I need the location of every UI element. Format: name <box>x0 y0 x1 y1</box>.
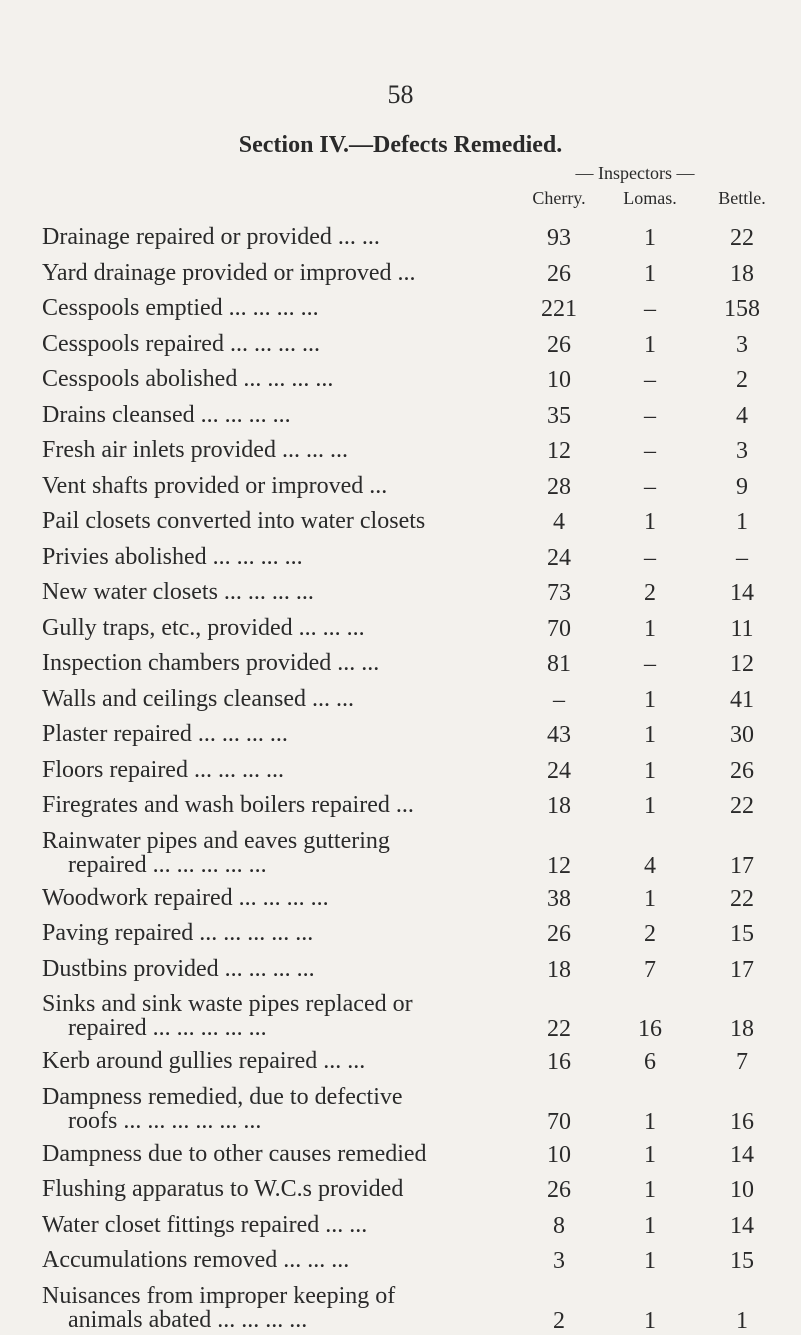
value-bettle: 30 <box>730 722 754 748</box>
value-bettle: 3 <box>736 438 748 464</box>
row-label-text: Inspection chambers provided ... ... <box>42 650 380 676</box>
value-bettle: 14 <box>730 1212 754 1239</box>
value-bettle: 15 <box>730 921 754 947</box>
row-label-text: Cesspools repaired ... ... ... ... <box>42 330 320 357</box>
value-cherry: 70 <box>547 615 571 642</box>
row-label-text: Dampness due to other causes remedied <box>42 1140 427 1167</box>
row-label-text: Fresh air inlets provided ... ... ... <box>42 437 348 463</box>
row-label <box>42 793 562 817</box>
row-label-text: Yard drainage provided or improved ... <box>42 259 416 286</box>
row-label <box>42 1284 562 1332</box>
row-label-text: New water closets ... ... ... ... <box>42 579 314 605</box>
value-bettle: 158 <box>724 296 760 322</box>
row-label-text: Nuisances from improper keeping of <box>42 1282 396 1309</box>
row-label-text: Drainage repaired or provided ... ... <box>42 224 380 250</box>
row-label-text: Privies abolished ... ... ... ... <box>42 543 303 570</box>
row-label-text: Vent shafts provided or improved ... <box>42 472 388 499</box>
value-cherry: 10 <box>547 1141 571 1168</box>
value-lomas: 1 <box>644 509 656 535</box>
row-label-text: Dustbins provided ... ... ... ... <box>42 955 315 982</box>
value-bettle: 17 <box>730 852 754 879</box>
row-label <box>42 616 562 640</box>
value-cherry: 24 <box>547 757 571 784</box>
value-bettle: 1 <box>736 509 748 535</box>
value-cherry: 43 <box>547 722 571 748</box>
value-lomas: 1 <box>644 1248 656 1274</box>
row-label <box>42 438 562 462</box>
value-bettle: 15 <box>730 1248 754 1274</box>
row-label <box>42 1248 562 1272</box>
row-label-text: Drains cleansed ... ... ... ... <box>42 401 291 428</box>
row-label <box>42 1085 562 1133</box>
row-label <box>42 886 562 910</box>
value-bettle: 22 <box>730 793 754 819</box>
value-bettle: 7 <box>736 1049 748 1075</box>
value-lomas: – <box>644 367 656 393</box>
value-bettle: 18 <box>730 260 754 287</box>
value-lomas: 2 <box>644 580 656 606</box>
row-label <box>42 957 562 981</box>
row-label-text: Plaster repaired ... ... ... ... <box>42 721 288 747</box>
value-lomas: 1 <box>644 615 656 642</box>
value-cherry: 26 <box>547 331 571 358</box>
value-lomas: 1 <box>644 686 656 713</box>
value-cherry: 70 <box>547 1108 571 1135</box>
row-label-text: Rainwater pipes and eaves guttering <box>42 827 390 854</box>
column-header-lomas: Lomas. <box>623 188 677 208</box>
value-cherry: 12 <box>547 438 571 464</box>
row-label-text: Cesspools emptied ... ... ... ... <box>42 295 319 321</box>
value-cherry: 22 <box>547 1016 571 1042</box>
value-lomas: 7 <box>644 956 656 983</box>
row-label <box>42 261 562 285</box>
value-lomas: – <box>644 296 656 322</box>
row-label <box>42 1142 562 1166</box>
value-lomas: 1 <box>644 225 656 251</box>
row-label <box>42 829 562 877</box>
value-cherry: 12 <box>547 852 571 879</box>
row-label <box>42 367 562 391</box>
value-bettle: 18 <box>730 1016 754 1042</box>
row-label <box>42 580 562 604</box>
value-lomas: 1 <box>644 1177 656 1203</box>
row-label-continuation: repaired ... ... ... ... ... <box>68 1015 267 1041</box>
value-cherry: 24 <box>547 544 571 571</box>
value-lomas: – <box>644 402 656 429</box>
row-label-text: Floors repaired ... ... ... ... <box>42 756 284 783</box>
value-lomas: 1 <box>644 757 656 784</box>
row-label <box>42 225 562 249</box>
value-bettle: 22 <box>730 885 754 912</box>
value-lomas: 1 <box>644 1212 656 1239</box>
value-lomas: 4 <box>644 852 656 879</box>
row-label <box>42 1213 562 1237</box>
row-label-text: Firegrates and wash boilers repaired ... <box>42 792 414 818</box>
page-number: 58 <box>387 80 414 109</box>
value-cherry: 4 <box>553 509 565 535</box>
value-cherry: – <box>553 686 565 713</box>
row-label <box>42 545 562 569</box>
row-label-text: Sinks and sink waste pipes replaced or <box>42 991 413 1017</box>
value-cherry: 3 <box>553 1248 565 1274</box>
value-lomas: 1 <box>644 1307 656 1334</box>
row-label-text: Woodwork repaired ... ... ... ... <box>42 884 329 911</box>
row-label <box>42 651 562 675</box>
row-label-text: Cesspools abolished ... ... ... ... <box>42 366 334 392</box>
value-cherry: 93 <box>547 225 571 251</box>
value-bettle: 16 <box>730 1108 754 1135</box>
value-lomas: – <box>644 544 656 571</box>
value-cherry: 35 <box>547 402 571 429</box>
value-bettle: 1 <box>736 1307 748 1334</box>
value-cherry: 16 <box>547 1049 571 1075</box>
row-label <box>42 1049 562 1073</box>
value-lomas: 1 <box>644 885 656 912</box>
value-bettle: 22 <box>730 225 754 251</box>
value-cherry: 73 <box>547 580 571 606</box>
value-cherry: 38 <box>547 885 571 912</box>
row-label <box>42 921 562 945</box>
row-label <box>42 687 562 711</box>
column-header-cherry: Cherry. <box>532 188 586 208</box>
value-bettle: 41 <box>730 686 754 713</box>
value-lomas: 6 <box>644 1049 656 1075</box>
row-label-text: Flushing apparatus to W.C.s provided <box>42 1176 404 1202</box>
value-lomas: 16 <box>638 1016 662 1042</box>
value-bettle: 11 <box>730 615 754 642</box>
row-label-text: Dampness remedied, due to defective <box>42 1083 403 1110</box>
value-bettle: 2 <box>736 367 748 393</box>
value-lomas: 1 <box>644 1141 656 1168</box>
row-label-text: Accumulations removed ... ... ... <box>42 1247 350 1273</box>
inspectors-group-label: — Inspectors — <box>575 163 695 183</box>
row-label <box>42 992 562 1040</box>
value-bettle: 26 <box>730 757 754 784</box>
row-label <box>42 758 562 782</box>
row-label-text: Kerb around gullies repaired ... ... <box>42 1048 366 1074</box>
row-label-text: Paving repaired ... ... ... ... ... <box>42 920 314 946</box>
value-cherry: 2 <box>553 1307 565 1334</box>
value-cherry: 26 <box>547 1177 571 1203</box>
row-label <box>42 296 562 320</box>
row-label-text: Water closet fittings repaired ... ... <box>42 1211 368 1238</box>
value-cherry: 26 <box>547 921 571 947</box>
value-bettle: 17 <box>730 956 754 983</box>
row-label-text: Walls and ceilings cleansed ... ... <box>42 685 354 712</box>
section-title: Section IV.—Defects Remedied. <box>238 132 563 158</box>
value-cherry: 18 <box>547 793 571 819</box>
value-bettle: – <box>736 544 748 571</box>
value-cherry: 26 <box>547 260 571 287</box>
row-label <box>42 509 562 533</box>
row-label-continuation: roofs ... ... ... ... ... ... <box>68 1107 262 1134</box>
row-label-text: Gully traps, etc., provided ... ... ... <box>42 614 365 641</box>
value-lomas: – <box>644 438 656 464</box>
value-cherry: 221 <box>541 296 577 322</box>
value-bettle: 14 <box>730 580 754 606</box>
value-bettle: 10 <box>730 1177 754 1203</box>
row-label-continuation: animals abated ... ... ... ... <box>68 1306 308 1333</box>
value-lomas: 1 <box>644 722 656 748</box>
value-cherry: 18 <box>547 956 571 983</box>
row-label-text: Pail closets converted into water closets <box>42 508 426 534</box>
value-lomas: 2 <box>644 921 656 947</box>
value-cherry: 10 <box>547 367 571 393</box>
value-lomas: – <box>644 473 656 500</box>
value-lomas: 1 <box>644 1108 656 1135</box>
value-lomas: – <box>644 651 656 677</box>
value-cherry: 8 <box>553 1212 565 1239</box>
value-lomas: 1 <box>644 331 656 358</box>
value-bettle: 14 <box>730 1141 754 1168</box>
value-cherry: 28 <box>547 473 571 500</box>
value-bettle: 9 <box>736 473 748 500</box>
value-lomas: 1 <box>644 260 656 287</box>
row-label <box>42 403 562 427</box>
row-label-continuation: repaired ... ... ... ... ... <box>68 851 267 878</box>
row-label <box>42 474 562 498</box>
row-label <box>42 722 562 746</box>
value-cherry: 81 <box>547 651 571 677</box>
row-label <box>42 1177 562 1201</box>
value-bettle: 4 <box>736 402 748 429</box>
row-label <box>42 332 562 356</box>
value-bettle: 12 <box>730 651 754 677</box>
column-header-bettle: Bettle. <box>718 188 766 208</box>
value-bettle: 3 <box>736 331 748 358</box>
value-lomas: 1 <box>644 793 656 819</box>
